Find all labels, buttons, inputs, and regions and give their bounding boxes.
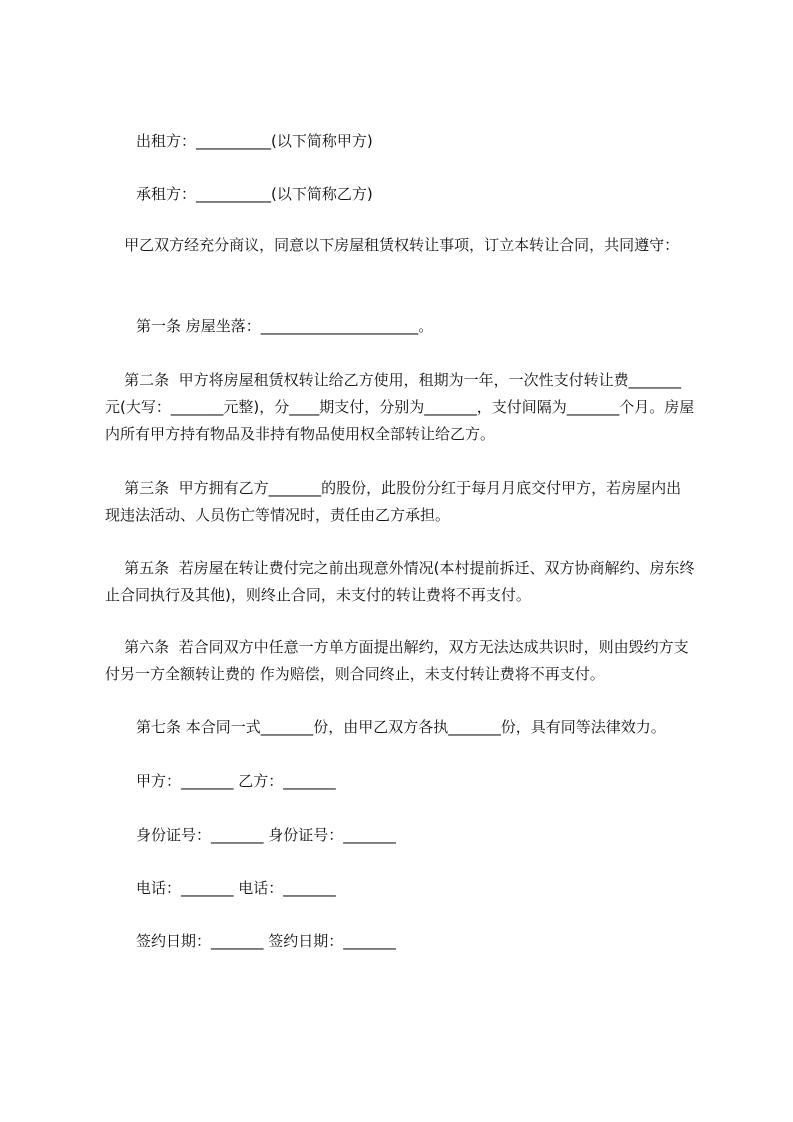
article-5: 第五条 若房屋在转让费付完之前出现意外情况(本村提前拆迁、双方协商解约、房东终止合同执行及其他)，则终止合同，未支付的转让费将不再支付。 (105, 559, 695, 604)
signature-date-line: 签约日期：_______ 签约日期：_______ (136, 932, 396, 950)
article-6: 第六条 若合同双方中任意一方单方面提出解约，双方无法达成共识时，则由毁约方支付另一方全额转让费的 作为赔偿，则合同终止，未支付转让费将不再支付。 (105, 638, 689, 683)
article-7: 第七条 本合同一式_______份，由甲乙双方各执_______份，具有同等法律效力。 (136, 718, 666, 736)
lessor-line: 出租方：__________(以下简称甲方) (136, 132, 373, 150)
article-1: 第一条 房屋坐落：_____________________。 (136, 317, 434, 335)
preamble-paragraph: 甲乙双方经充分商议，同意以下房屋租赁权转让事项，订立本转让合同，共同遵守： (105, 236, 680, 254)
article-2: 第二条 甲方将房屋租赁权转让给乙方使用，租期为一年，一次性支付转让费_______元(大写：_______元整)，分____期支付，分别为_______，支付间隔为_______个月。房屋内所有甲方持有物品及非持有物品使用权全部转让给乙方。 (105, 371, 695, 443)
signature-party-line: 甲方：_______ 乙方：_______ (136, 772, 336, 790)
article-3: 第三条 甲方拥有乙方_______的股份，此股份分红于每月月底交付甲方，若房屋内出现违法活动、人员伤亡等情况时，责任由乙方承担。 (105, 479, 682, 524)
signature-id-line: 身份证号：_______ 身份证号：_______ (136, 826, 396, 844)
signature-phone-line: 电话：_______ 电话：_______ (136, 879, 336, 897)
lessee-line: 承租方：__________(以下简称乙方) (136, 185, 373, 203)
